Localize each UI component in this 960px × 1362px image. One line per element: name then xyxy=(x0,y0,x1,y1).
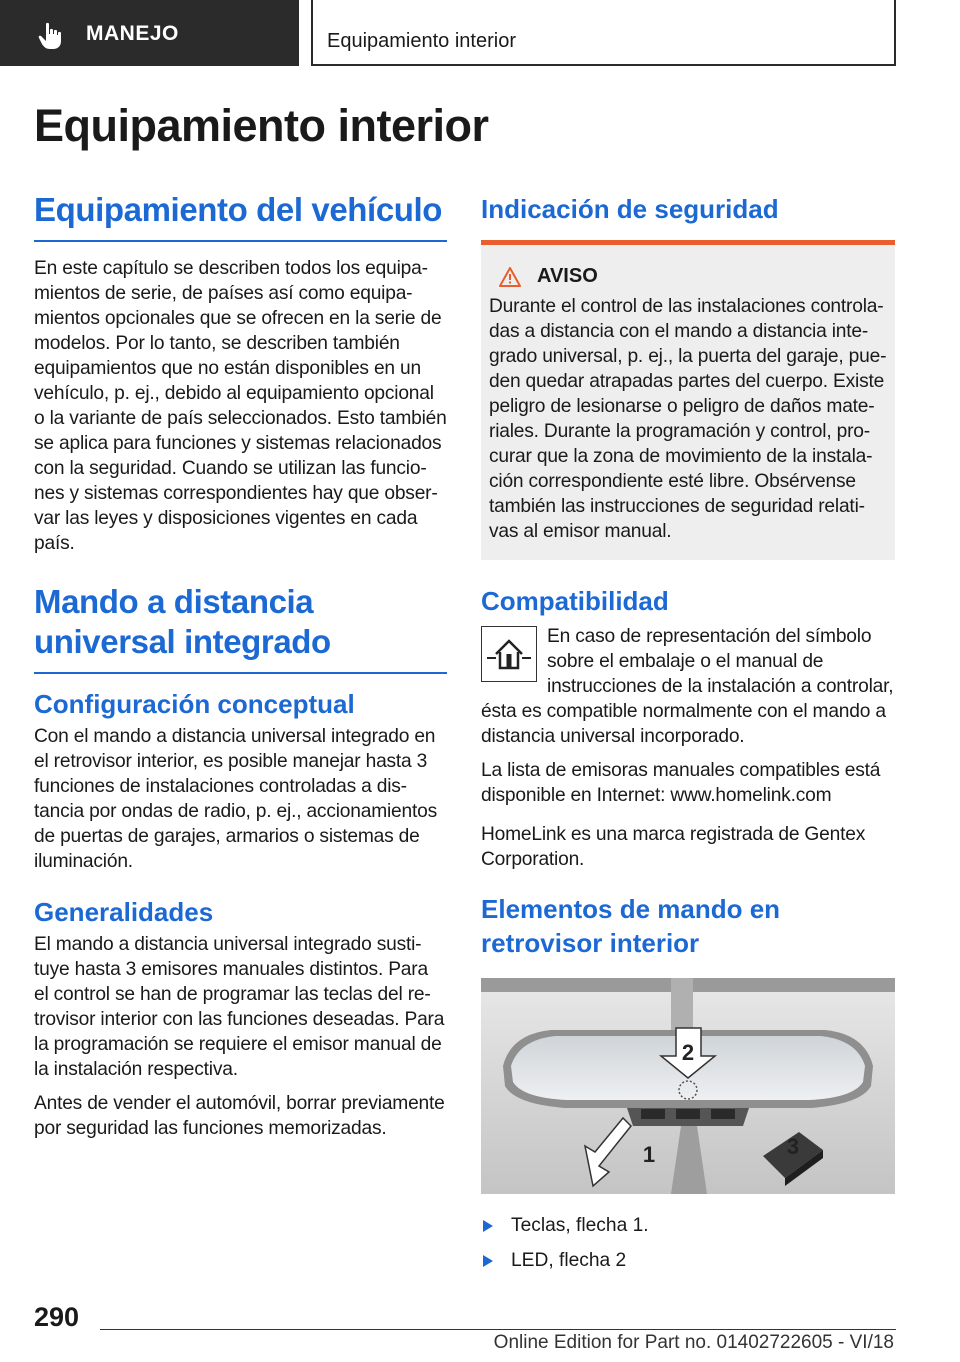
warning-text: Durante el control de las instalaciones controladas a distancia con el mando a distancia integrado universal, p. ej., la puerta del garaje, pueden quedar atrapadas partes del cuerpo. Existe peligro de lesionarse o peligro de daños materiales. Durante la programación y control, procurar que la zona de movimiento de la instalación correspondiente esté libre. Obsérvense también las instrucciones de seguridad relativas al emisor manual. xyxy=(489,296,887,542)
paragraph-configuracion: Con el mando a distancia universal integrado en el retrovisor interior, es posible manejar hasta 3 funciones de instalaciones controladas a distancia por ondas de radio, p. ej., accionamientos de puertas de garajes, armarios o sistemas de iluminación. xyxy=(34,726,437,872)
bullet-triangle-icon xyxy=(483,1220,493,1232)
hand-pointer-icon xyxy=(38,22,64,50)
heading-indicacion-seguridad: Indicación de seguridad xyxy=(481,194,779,224)
section-header-label: Equipamiento interior xyxy=(327,30,516,52)
callout-2: 2 xyxy=(681,1040,695,1065)
heading-equipamiento-vehiculo: Equipamiento del vehículo xyxy=(34,190,447,242)
warning-triangle-icon xyxy=(499,267,521,287)
paragraph-compatibilidad-2: La lista de emisoras manuales compatibles está disponible en Internet: www.homelink.com xyxy=(481,760,881,806)
warning-label: AVISO xyxy=(537,265,598,287)
page-title: Equipamiento interior xyxy=(34,100,489,151)
callout-3: 3 xyxy=(786,1134,800,1159)
bullet-text-led: LED, flecha 2 xyxy=(511,1250,627,1271)
compatibility-block xyxy=(481,624,895,749)
bullet-triangle-icon xyxy=(483,1255,493,1267)
bullet-item-teclas xyxy=(481,1213,895,1238)
heading-configuracion: Configuración conceptual xyxy=(34,689,355,719)
warning-box xyxy=(481,240,895,560)
paragraph-compatibilidad-1: En caso de representación del símbolo sobre el embalaje o el manual de instrucciones de la instalación a controlar, ésta es compatible normalmente con el mando a distancia universal incorporado. xyxy=(481,626,894,747)
page-number: 290 xyxy=(34,1302,80,1332)
right-column xyxy=(481,190,895,1283)
paragraph-generalidades-1: El mando a distancia universal integrado sustituye hasta 3 emisores manuales distintos. Para el control se han de programar las teclas del retrovisor interior con las funciones deseadas. Para la programación se requiere el emisor manual de la instalación respectiva. xyxy=(34,934,445,1080)
rearview-mirror-illustration xyxy=(481,978,895,1194)
footer-rule xyxy=(100,1329,896,1330)
bullet-text-teclas: Teclas, flecha 1. xyxy=(511,1215,649,1236)
paragraph-generalidades-2: Antes de vender el automóvil, borrar previamente por seguridad las funciones memorizadas. xyxy=(34,1093,445,1139)
bullet-item-led xyxy=(481,1248,895,1273)
heading-mando-distancia: Mando a distancia universal integrado xyxy=(34,582,447,674)
footer-edition: Online Edition for Part no. 01402722605 - VI/18 xyxy=(493,1332,894,1353)
homelink-symbol-icon xyxy=(481,626,537,682)
paragraph-equipamiento: En este capítulo se describen todos los equipamientos de serie, de países así como equipamientos opcionales que se ofrecen en la serie de modelos. Por lo tanto, se describen también equipamientos que no están disponibles en un vehículo, p. ej., debido al equipamiento opcional o la variante de país seleccionados. Esto también se aplica para funciones y sistemas relacionados con la seguridad. Cuando se utilizan las funciones y sistemas correspondientes hay que observar las leyes y disposiciones vigentes en cada país. xyxy=(34,258,447,554)
chapter-tab-label: MANEJO xyxy=(86,22,179,45)
left-column xyxy=(34,190,447,1150)
callout-1: 1 xyxy=(642,1142,656,1167)
heading-compatibilidad: Compatibilidad xyxy=(481,586,669,616)
heading-elementos-mando: Elementos de mando en retrovisor interior xyxy=(481,894,781,958)
paragraph-compatibilidad-3: HomeLink es una marca registrada de Gentex Corporation. xyxy=(481,824,866,870)
heading-generalidades: Generalidades xyxy=(34,897,214,927)
chapter-tab[interactable] xyxy=(0,0,299,66)
section-header xyxy=(311,0,896,66)
warning-title xyxy=(499,265,887,288)
